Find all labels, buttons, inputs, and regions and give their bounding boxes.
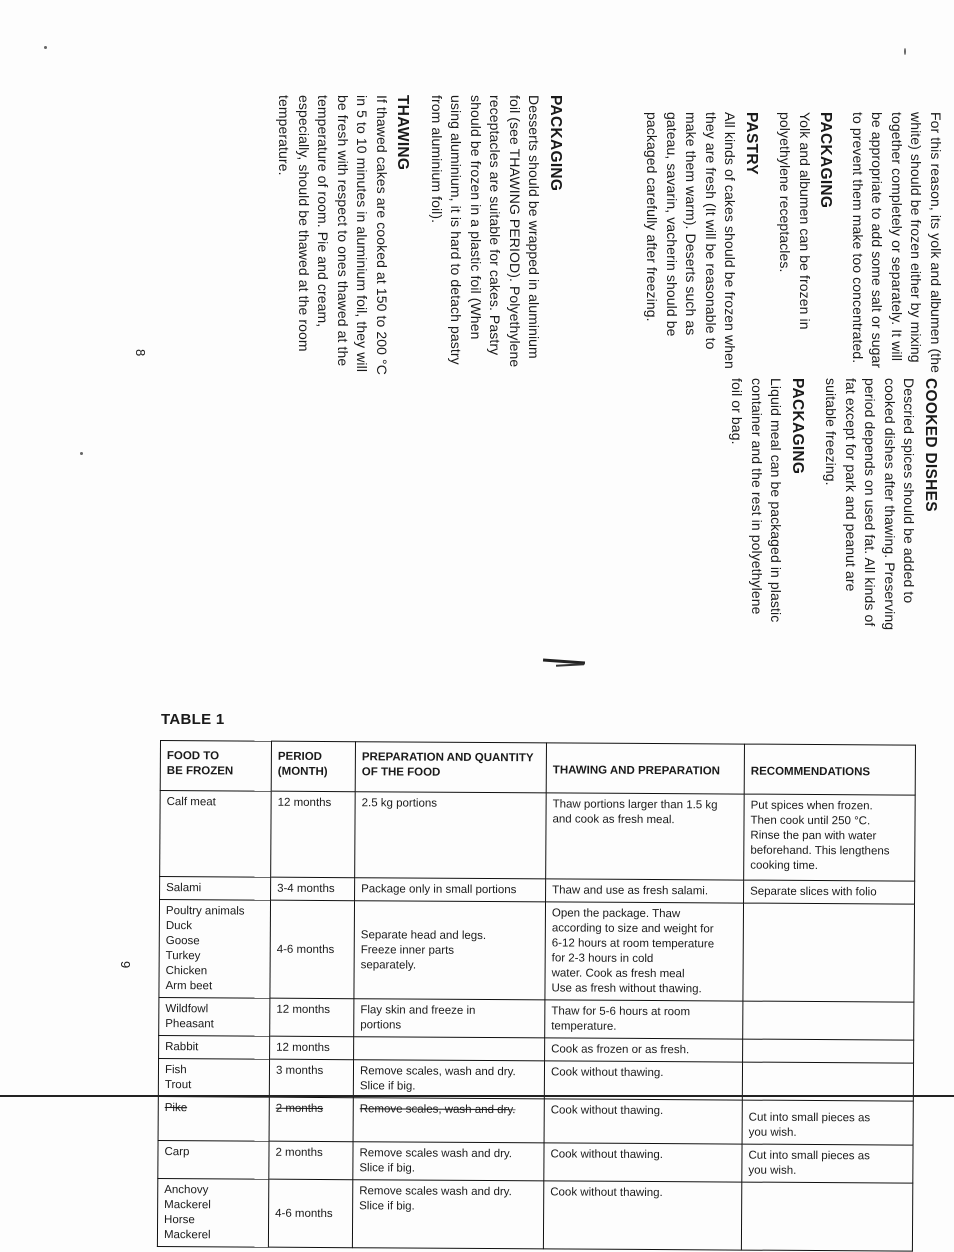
table-row <box>159 900 915 1003</box>
table-row <box>159 997 914 1040</box>
cooked-dishes-paragraph: Descried spices should be added to cooked dishes after thawing. Preserving period depends on used fat. All kinds of fat except for park and peanut are suitable freezing. <box>823 378 918 631</box>
page-number-8: 8 <box>133 349 148 357</box>
scan-dot <box>44 46 47 49</box>
header-thawing: THAWING AND PREPARATION <box>546 743 744 794</box>
table-header-row <box>160 741 915 796</box>
cell-thaw: Cook without thawing. <box>544 1143 742 1182</box>
text-column-2 <box>260 95 565 375</box>
cell-thaw: Thaw portions larger than 1.5 kg and cook as fresh meal. <box>546 793 745 880</box>
cell-prep: Remove scales, wash and dry. Slice if big. <box>353 1060 544 1099</box>
header-food: FOOD TO BE FROZEN <box>160 741 271 792</box>
thawing-paragraph: If thawed cakes are cooked at 150 to 200 °C in 5 to 10 minutes in aluminium foil, they will be fresh with respect to ones thawed at the temperature of room. Pie and cream, especially, should be thawed at the room temperature. <box>276 95 390 375</box>
cell-prep: Separate head and legs. Freeze inner parts separately. <box>354 901 546 1000</box>
cell-food: Carp <box>158 1140 269 1179</box>
freezing-table <box>157 740 916 1252</box>
packaging-heading-2: PACKAGING <box>547 95 564 192</box>
cell-prep: Remove scales, wash and dry. <box>353 1098 544 1143</box>
yolk-intro-paragraph: For this reason, its yolk and albumen (the white) should be frozen either by mixing together completely or separately. It will be appropriate to add some salt or sugar to prevent them make too concentrated. <box>850 112 944 373</box>
cell-prep: Remove scales wash and dry. Slice if big. <box>353 1142 544 1181</box>
thawing-heading: THAWING <box>394 95 412 171</box>
header-recommendations: RECOMMENDATIONS <box>744 744 915 795</box>
cell-food: Salami <box>160 877 271 901</box>
cell-period: 12 months <box>271 791 356 878</box>
packaging-paragraph: Yolk and albumen can be frozen in polyethylene receptacles. <box>777 112 813 330</box>
page-fold-line <box>0 1095 954 1097</box>
header-preparation: PREPARATION AND QUANTITY OF THE FOOD <box>355 742 546 793</box>
cell-rec <box>743 1039 914 1063</box>
cell-period: 2 months <box>269 1141 353 1180</box>
packaging-paragraph-3: Liquid meal can be packaged in plastic container and the rest in polyethylene foil or bag. <box>729 378 785 623</box>
table-row <box>158 1096 913 1145</box>
pastry-heading: PASTRY <box>743 112 760 175</box>
packaging-paragraph-2: Desserts should be wrapped in aluminium foil (see THAWING PERIOD). Polyethylene receptacles are suitable for cakes. Pastry should be frozen in a plastic foil (When using aluminium, it is hard to detach pastry from aluminium foil). <box>429 95 543 368</box>
cell-period: 2 months <box>269 1097 353 1142</box>
cell-prep: 2.5 kg portions <box>355 792 547 879</box>
cell-rec: Cut into small pieces as you wish. <box>742 1100 913 1145</box>
cell-thaw: Cook without thawing. <box>543 1181 741 1250</box>
cell-food: Pike <box>158 1096 269 1141</box>
cell-rec: Cut into small pieces as you wish. <box>742 1144 913 1183</box>
cell-food: Poultry animals Duck Goose Turkey Chicken Arm beet <box>159 900 271 999</box>
cell-thaw: Thaw and use as fresh salami. <box>546 879 744 903</box>
scan-mark <box>556 663 584 666</box>
cell-prep: Remove scales wash and dry. Slice if big. <box>352 1180 543 1249</box>
cell-period: 3 months <box>269 1059 353 1098</box>
scan-dot <box>80 452 83 455</box>
cell-thaw: Cook without thawing. <box>544 1099 742 1144</box>
cell-prep: Package only in small portions <box>355 878 546 902</box>
cell-period: 12 months <box>270 998 354 1037</box>
cell-thaw: Cook as frozen or as fresh. <box>545 1038 743 1062</box>
packaging-heading-3: PACKAGING <box>789 378 806 475</box>
table-row <box>157 1178 912 1251</box>
header-period: PERIOD (MONTH) <box>271 741 355 792</box>
cell-food: Calf meat <box>160 791 272 878</box>
cell-rec <box>743 903 915 1002</box>
cell-food: Fish Trout <box>158 1058 269 1097</box>
page-number-9: 9 <box>118 961 133 969</box>
cell-thaw: Thaw for 5-6 hours at room temperature. <box>545 1000 743 1039</box>
cell-period: 4-6 months <box>268 1179 352 1248</box>
cell-prep: Flay skin and freeze in portions <box>354 999 545 1038</box>
table-row <box>158 1140 913 1183</box>
cell-rec: Separate slices with folio <box>744 880 915 904</box>
cell-rec <box>741 1182 912 1251</box>
cell-rec: Put spices when frozen. Then cook until 250 °C. Rinse the pan with water beforehand. This lengthens cooking time. <box>744 794 916 881</box>
cooked-dishes-heading: COOKED DISHES <box>922 378 939 512</box>
scan-dot <box>904 48 906 55</box>
cell-food: Wildfowl Pheasant <box>159 997 270 1036</box>
cell-thaw: Cook without thawing. <box>544 1061 742 1100</box>
text-column-1 <box>628 112 945 377</box>
text-column-3 <box>713 378 940 633</box>
packaging-heading: PACKAGING <box>817 112 835 209</box>
cell-food: Rabbit <box>159 1035 270 1059</box>
cell-thaw: Open the package. Thaw according to size and weight for 6-12 hours at room temperature for 2-3 hours in cold water. Cook as fresh meal Use as fresh without thawing. <box>545 902 744 1001</box>
cell-rec <box>743 1001 914 1040</box>
table-title: TABLE 1 <box>161 711 225 728</box>
cell-period: 12 months <box>270 1036 354 1060</box>
cell-prep <box>354 1037 545 1061</box>
cell-period: 3-4 months <box>271 877 355 901</box>
table-row <box>160 791 916 882</box>
cell-period: 4-6 months <box>270 900 355 999</box>
cell-food: Anchovy Mackerel Horse Mackerel <box>157 1178 268 1247</box>
pastry-paragraph: All kinds of cakes should be frozen when they are fresh (It will be reasonable to make them warm). Deserts such as gateau, savarin, vacherin should be packaged carefully after freezing. <box>644 112 739 369</box>
